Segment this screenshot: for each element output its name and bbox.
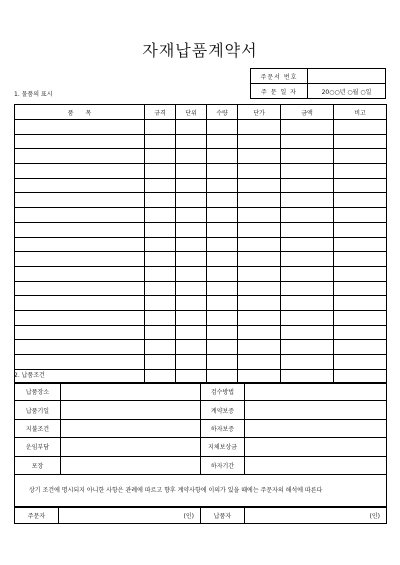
col-unit: 단위 bbox=[176, 105, 207, 120]
supplier-signature-field[interactable]: (인) bbox=[245, 507, 387, 524]
item-cell[interactable] bbox=[281, 355, 334, 370]
item-cell[interactable] bbox=[238, 252, 281, 267]
item-cell[interactable] bbox=[207, 310, 238, 325]
item-cell[interactable] bbox=[15, 355, 145, 370]
item-cell[interactable] bbox=[176, 208, 207, 223]
item-cell[interactable] bbox=[238, 237, 281, 252]
item-cell[interactable] bbox=[334, 193, 387, 208]
item-cell[interactable] bbox=[334, 134, 387, 149]
payment-terms-label: 지불조건 bbox=[15, 419, 61, 437]
item-cell[interactable] bbox=[281, 120, 334, 135]
item-cell[interactable] bbox=[15, 222, 145, 237]
signature-table bbox=[14, 506, 387, 524]
item-cell[interactable] bbox=[145, 252, 176, 267]
item-cell[interactable] bbox=[15, 252, 145, 267]
item-cell[interactable] bbox=[334, 281, 387, 296]
item-cell[interactable] bbox=[145, 222, 176, 237]
item-cell[interactable] bbox=[207, 149, 238, 164]
item-cell[interactable] bbox=[145, 208, 176, 223]
item-cell[interactable] bbox=[145, 355, 176, 370]
delay-penalty-label: 지체보상금 bbox=[201, 438, 245, 456]
item-cell[interactable] bbox=[238, 296, 281, 311]
condition-row bbox=[15, 438, 387, 456]
note-row bbox=[15, 474, 387, 507]
document-title: 자재납품계약서 bbox=[142, 41, 258, 60]
supplier-label: 납품자 bbox=[201, 507, 245, 524]
item-cell[interactable] bbox=[145, 237, 176, 252]
item-cell[interactable] bbox=[334, 164, 387, 179]
col-remark: 비고 bbox=[334, 105, 387, 120]
item-cell[interactable] bbox=[176, 340, 207, 355]
item-row bbox=[15, 193, 387, 208]
item-cell[interactable] bbox=[238, 281, 281, 296]
inspection-method-field[interactable] bbox=[245, 383, 387, 401]
item-cell[interactable] bbox=[176, 296, 207, 311]
item-cell[interactable] bbox=[281, 325, 334, 340]
item-cell[interactable] bbox=[238, 355, 281, 370]
item-cell[interactable] bbox=[281, 252, 334, 267]
item-cell[interactable] bbox=[238, 208, 281, 223]
item-cell[interactable] bbox=[176, 134, 207, 149]
item-cell[interactable] bbox=[334, 310, 387, 325]
item-cell[interactable] bbox=[15, 296, 145, 311]
delay-penalty-field[interactable] bbox=[245, 438, 387, 456]
item-cell[interactable] bbox=[238, 266, 281, 281]
terms-note: 상기 조건에 명시되지 아니한 사항은 관례에 따르고 향후 계약사항에 이의가 있을 때에는 주문자의 해석에 따른다 bbox=[15, 474, 387, 507]
packaging-field[interactable] bbox=[61, 456, 201, 474]
item-cell[interactable] bbox=[281, 281, 334, 296]
item-cell[interactable] bbox=[145, 266, 176, 281]
item-cell[interactable] bbox=[334, 355, 387, 370]
order-date-label: 주 문 일 자 bbox=[251, 84, 308, 99]
item-cell[interactable] bbox=[281, 134, 334, 149]
section-conditions-heading: 2. 납품조건 bbox=[14, 372, 45, 379]
delivery-date-label: 납품기일 bbox=[15, 401, 61, 419]
item-cell[interactable] bbox=[334, 149, 387, 164]
item-row bbox=[15, 164, 387, 179]
item-cell[interactable] bbox=[207, 178, 238, 193]
item-cell[interactable] bbox=[15, 310, 145, 325]
item-cell[interactable] bbox=[145, 149, 176, 164]
item-row bbox=[15, 296, 387, 311]
orderer-label: 주문자 bbox=[15, 507, 59, 524]
item-cell[interactable] bbox=[145, 310, 176, 325]
item-cell[interactable] bbox=[207, 325, 238, 340]
item-cell[interactable] bbox=[207, 208, 238, 223]
item-cell[interactable] bbox=[176, 120, 207, 135]
item-cell[interactable] bbox=[176, 193, 207, 208]
item-cell[interactable] bbox=[334, 208, 387, 223]
item-row bbox=[15, 252, 387, 267]
item-row bbox=[15, 281, 387, 296]
delivery-place-label: 납품장소 bbox=[15, 383, 61, 401]
item-cell[interactable] bbox=[207, 134, 238, 149]
item-cell[interactable] bbox=[15, 149, 145, 164]
item-cell[interactable] bbox=[176, 355, 207, 370]
item-cell[interactable] bbox=[176, 237, 207, 252]
condition-row bbox=[15, 456, 387, 474]
orderer-signature-field[interactable]: (인) bbox=[59, 507, 201, 524]
item-cell[interactable] bbox=[176, 266, 207, 281]
item-cell[interactable] bbox=[15, 237, 145, 252]
item-cell[interactable] bbox=[281, 237, 334, 252]
item-cell[interactable] bbox=[281, 310, 334, 325]
item-cell[interactable] bbox=[334, 340, 387, 355]
item-cell[interactable] bbox=[281, 296, 334, 311]
item-cell[interactable] bbox=[281, 149, 334, 164]
item-cell[interactable] bbox=[238, 164, 281, 179]
item-row bbox=[15, 266, 387, 281]
item-cell[interactable] bbox=[145, 164, 176, 179]
item-cell[interactable] bbox=[145, 296, 176, 311]
item-cell[interactable] bbox=[238, 222, 281, 237]
condition-row bbox=[15, 383, 387, 401]
items-header-row bbox=[15, 105, 387, 120]
defect-period-label: 하자기간 bbox=[201, 456, 245, 474]
order-number-value[interactable] bbox=[308, 69, 386, 84]
item-cell[interactable] bbox=[176, 281, 207, 296]
defect-period-field[interactable] bbox=[245, 456, 387, 474]
item-cell[interactable] bbox=[145, 120, 176, 135]
item-cell[interactable] bbox=[15, 325, 145, 340]
packaging-label: 포장 bbox=[15, 456, 61, 474]
item-cell[interactable] bbox=[207, 296, 238, 311]
item-cell[interactable] bbox=[176, 222, 207, 237]
item-cell[interactable] bbox=[207, 120, 238, 135]
item-cell[interactable] bbox=[15, 193, 145, 208]
item-cell[interactable] bbox=[145, 178, 176, 193]
item-cell[interactable] bbox=[15, 208, 145, 223]
item-cell[interactable] bbox=[334, 222, 387, 237]
item-cell[interactable] bbox=[145, 340, 176, 355]
item-cell[interactable] bbox=[176, 252, 207, 267]
items-table bbox=[14, 104, 387, 384]
defect-guarantee-field[interactable] bbox=[245, 419, 387, 437]
item-cell[interactable] bbox=[334, 237, 387, 252]
freight-label: 운임부담 bbox=[15, 438, 61, 456]
delivery-place-field[interactable] bbox=[61, 383, 201, 401]
item-cell[interactable] bbox=[176, 325, 207, 340]
contract-guarantee-label: 계약보증 bbox=[201, 401, 245, 419]
col-amount: 금액 bbox=[281, 105, 334, 120]
item-row bbox=[15, 355, 387, 370]
item-cell[interactable] bbox=[334, 120, 387, 135]
delivery-date-field[interactable] bbox=[61, 401, 201, 419]
item-row bbox=[15, 340, 387, 355]
item-row bbox=[15, 237, 387, 252]
item-cell[interactable] bbox=[15, 134, 145, 149]
item-cell[interactable] bbox=[281, 340, 334, 355]
item-cell[interactable] bbox=[207, 164, 238, 179]
item-cell[interactable] bbox=[334, 266, 387, 281]
item-cell[interactable] bbox=[238, 340, 281, 355]
item-cell[interactable] bbox=[238, 178, 281, 193]
col-qty: 수량 bbox=[207, 105, 238, 120]
item-cell[interactable] bbox=[176, 149, 207, 164]
item-cell[interactable] bbox=[207, 193, 238, 208]
section-items-heading: 1. 물품의 표시 bbox=[14, 91, 53, 98]
item-row bbox=[15, 310, 387, 325]
item-cell[interactable] bbox=[238, 193, 281, 208]
col-item: 품 목 bbox=[15, 105, 145, 120]
item-cell[interactable] bbox=[281, 266, 334, 281]
item-cell[interactable] bbox=[176, 164, 207, 179]
item-cell[interactable] bbox=[15, 266, 145, 281]
inspection-method-label: 검수방법 bbox=[201, 383, 245, 401]
item-cell[interactable] bbox=[238, 310, 281, 325]
item-cell[interactable] bbox=[334, 178, 387, 193]
contract-guarantee-field[interactable] bbox=[245, 401, 387, 419]
item-cell[interactable] bbox=[145, 134, 176, 149]
item-cell[interactable] bbox=[207, 222, 238, 237]
item-cell[interactable] bbox=[15, 164, 145, 179]
item-cell[interactable] bbox=[334, 325, 387, 340]
order-number-label: 주문서 번호 bbox=[251, 69, 308, 84]
item-cell[interactable] bbox=[207, 266, 238, 281]
item-cell[interactable] bbox=[176, 310, 207, 325]
item-cell[interactable] bbox=[334, 252, 387, 267]
conditions-table bbox=[14, 382, 387, 508]
item-cell[interactable] bbox=[176, 178, 207, 193]
item-cell[interactable] bbox=[145, 193, 176, 208]
col-spec: 규격 bbox=[145, 105, 176, 120]
item-cell[interactable] bbox=[15, 178, 145, 193]
item-cell[interactable] bbox=[207, 237, 238, 252]
item-row bbox=[15, 325, 387, 340]
item-cell[interactable] bbox=[15, 281, 145, 296]
item-row bbox=[15, 178, 387, 193]
item-cell[interactable] bbox=[15, 340, 145, 355]
item-row bbox=[15, 149, 387, 164]
item-row bbox=[15, 120, 387, 135]
item-row bbox=[15, 208, 387, 223]
defect-guarantee-label: 하자보증 bbox=[201, 419, 245, 437]
item-cell[interactable] bbox=[207, 252, 238, 267]
item-cell[interactable] bbox=[281, 164, 334, 179]
item-row bbox=[15, 134, 387, 149]
item-cell[interactable] bbox=[238, 325, 281, 340]
item-cell[interactable] bbox=[281, 193, 334, 208]
condition-row bbox=[15, 419, 387, 437]
item-cell[interactable] bbox=[207, 281, 238, 296]
item-cell[interactable] bbox=[207, 340, 238, 355]
item-cell[interactable] bbox=[334, 296, 387, 311]
order-info-box bbox=[250, 68, 386, 99]
item-cell[interactable] bbox=[281, 208, 334, 223]
item-cell[interactable] bbox=[145, 281, 176, 296]
item-cell[interactable] bbox=[238, 120, 281, 135]
item-row bbox=[15, 222, 387, 237]
freight-field[interactable] bbox=[61, 438, 201, 456]
item-cell[interactable] bbox=[207, 355, 238, 370]
item-cell[interactable] bbox=[145, 325, 176, 340]
condition-row bbox=[15, 401, 387, 419]
item-cell[interactable] bbox=[15, 120, 145, 135]
item-cell[interactable] bbox=[281, 178, 334, 193]
col-price: 단가 bbox=[238, 105, 281, 120]
order-date-value[interactable]: 20○○년 ○월 ○일 bbox=[308, 84, 386, 99]
item-cell[interactable] bbox=[238, 149, 281, 164]
payment-terms-field[interactable] bbox=[61, 419, 201, 437]
item-cell[interactable] bbox=[281, 222, 334, 237]
item-cell[interactable] bbox=[238, 134, 281, 149]
